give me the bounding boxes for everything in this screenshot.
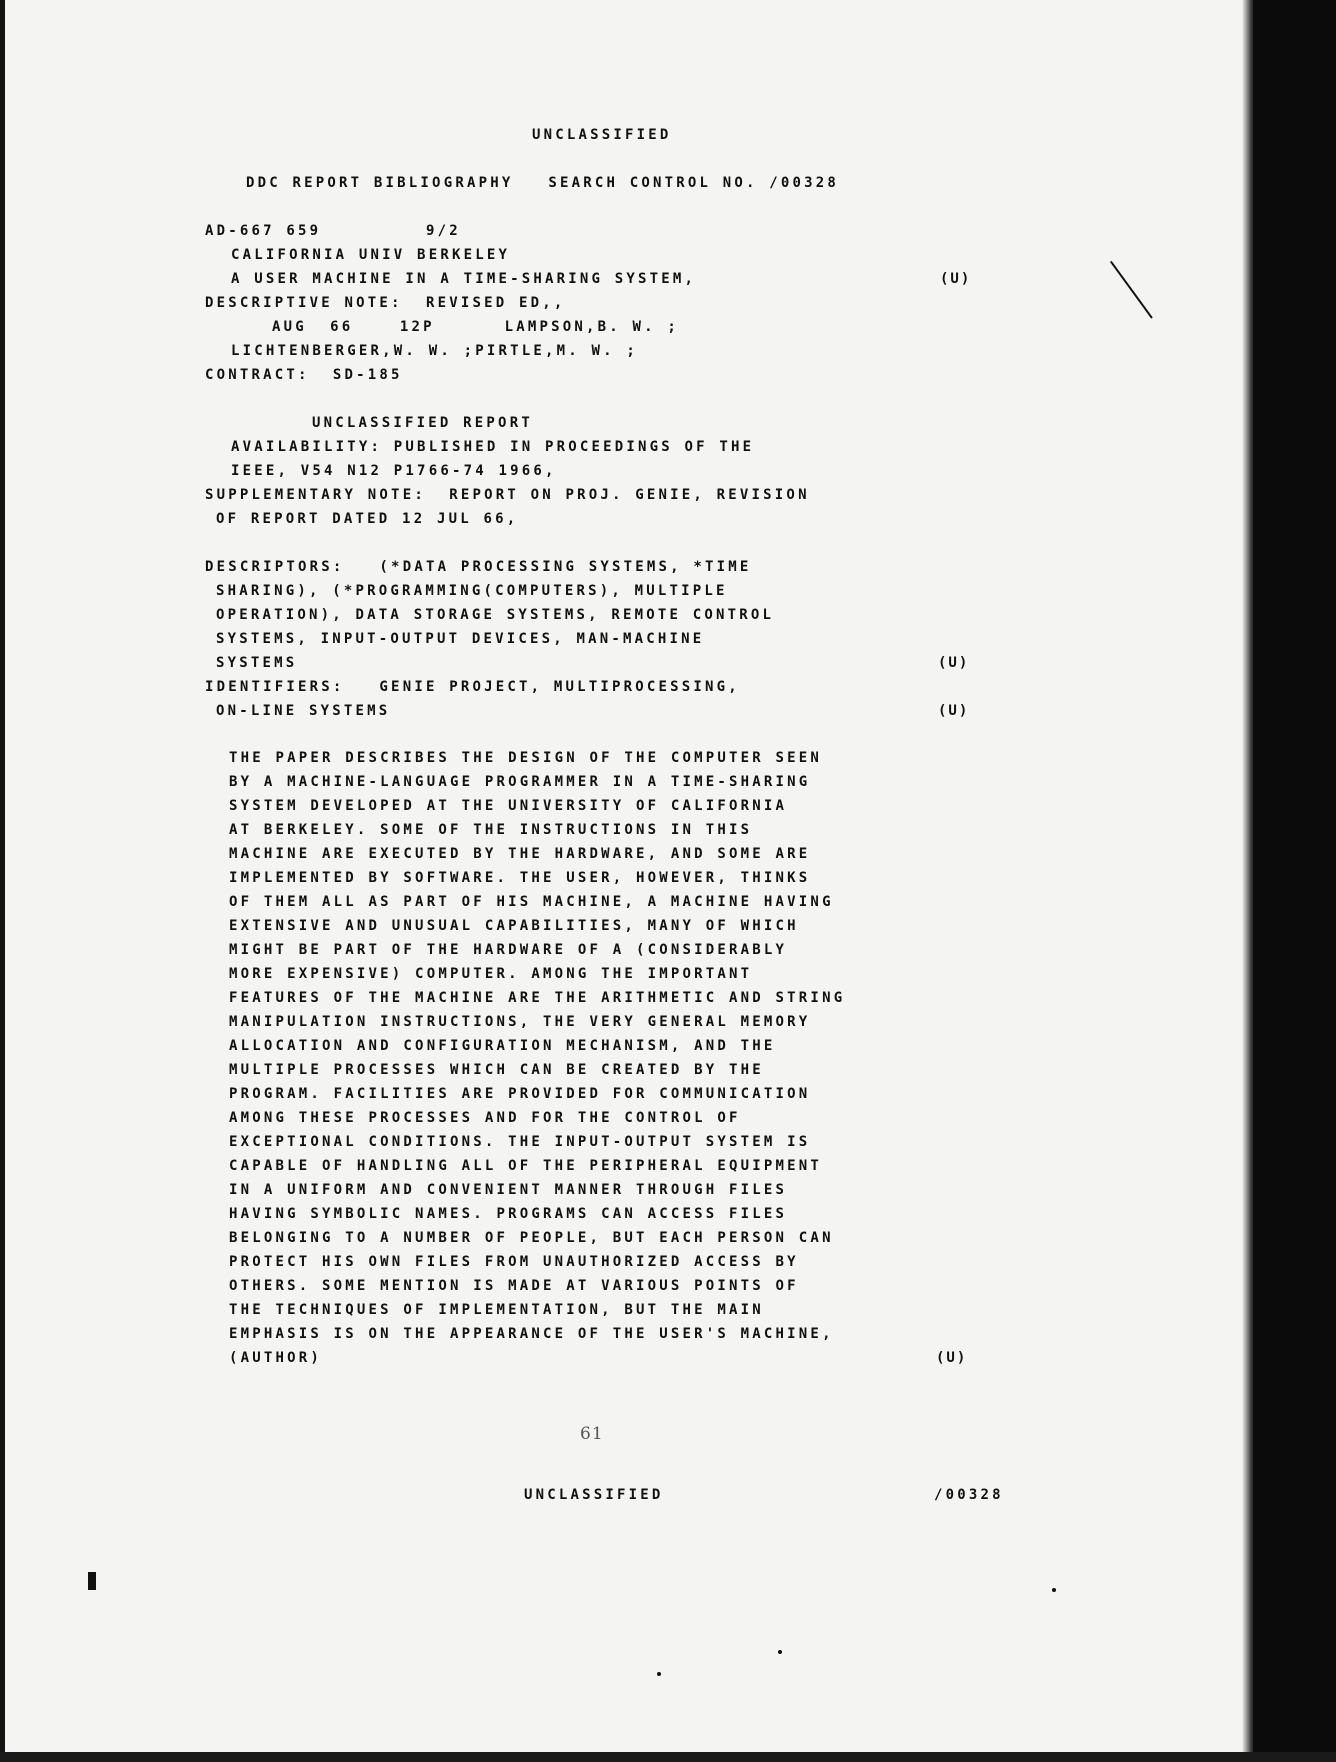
ink-blot xyxy=(88,1572,96,1590)
abstract-line: AMONG THESE PROCESSES AND FOR THE CONTROL OF xyxy=(229,1110,741,1126)
descriptors-line-4: SYSTEMS, INPUT-OUTPUT DEVICES, MAN-MACHINE xyxy=(216,631,705,647)
identifiers-line-1: IDENTIFIERS: GENIE PROJECT, MULTIPROCESSING, xyxy=(205,679,740,695)
right-scan-border xyxy=(1253,0,1336,1762)
abstract-line: PROTECT HIS OWN FILES FROM UNAUTHORIZED ACCESS BY xyxy=(229,1254,799,1270)
abstract-line: THE TECHNIQUES OF IMPLEMENTATION, BUT THE MAIN xyxy=(229,1302,764,1318)
descriptive-note-line: DESCRIPTIVE NOTE: REVISED ED,, xyxy=(205,295,566,311)
availability-line-2: IEEE, V54 N12 P1766-74 1966, xyxy=(231,463,557,479)
bottom-classification: UNCLASSIFIED xyxy=(524,1487,664,1503)
abstract-line: BY A MACHINE-LANGUAGE PROGRAMMER IN A TIME-SHARING xyxy=(229,774,811,790)
abstract-line: CAPABLE OF HANDLING ALL OF THE PERIPHERAL EQUIPMENT xyxy=(229,1158,823,1174)
descriptors-line-1: DESCRIPTORS: (*DATA PROCESSING SYSTEMS, *TIME xyxy=(205,559,752,575)
top-classification: UNCLASSIFIED xyxy=(532,127,672,143)
abstract-line: MANIPULATION INSTRUCTIONS, THE VERY GENERAL MEMORY xyxy=(229,1014,811,1030)
abstract-line: MULTIPLE PROCESSES WHICH CAN BE CREATED BY THE xyxy=(229,1062,764,1078)
abstract-line: MORE EXPENSIVE) COMPUTER. AMONG THE IMPORTANT xyxy=(229,966,753,982)
abstract-line: IN A UNIFORM AND CONVENIENT MANNER THROUGH FILES xyxy=(229,1182,788,1198)
abstract-line: OF THEM ALL AS PART OF HIS MACHINE, A MACHINE HAVING xyxy=(229,894,834,910)
abstract-line: ALLOCATION AND CONFIGURATION MECHANISM, AND THE xyxy=(229,1038,776,1054)
abstract-line: MIGHT BE PART OF THE HARDWARE OF A (CONSIDERABLY xyxy=(229,942,788,958)
left-scan-edge xyxy=(0,0,5,1762)
date-authors-line: AUG 66 12P LAMPSON,B. W. ; xyxy=(272,319,680,335)
abstract-line: HAVING SYMBOLIC NAMES. PROGRAMS CAN ACCESS FILES xyxy=(229,1206,788,1222)
bottom-scan-edge xyxy=(0,1752,1336,1762)
contract-line: CONTRACT: SD-185 xyxy=(205,367,403,383)
ink-speck xyxy=(778,1650,782,1654)
descriptors-line-3: OPERATION), DATA STORAGE SYSTEMS, REMOTE CONTROL xyxy=(216,607,775,623)
stray-pen-mark xyxy=(1110,261,1153,319)
report-title-line: A USER MACHINE IN A TIME-SHARING SYSTEM, xyxy=(231,271,697,287)
abstract-line: THE PAPER DESCRIBES THE DESIGN OF THE COMPUTER SEEN xyxy=(229,750,823,766)
abstract-line: OTHERS. SOME MENTION IS MADE AT VARIOUS POINTS OF xyxy=(229,1278,799,1294)
ad-number-line: AD-667 659 9/2 xyxy=(205,223,461,239)
abstract-line: EMPHASIS IS ON THE APPEARANCE OF THE USER'S MACHINE, xyxy=(229,1326,834,1342)
page-number: 61 xyxy=(580,1424,604,1444)
ink-speck xyxy=(1052,1588,1056,1592)
report-classification-line: UNCLASSIFIED REPORT xyxy=(312,415,533,431)
abstract-line: BELONGING TO A NUMBER OF PEOPLE, BUT EACH PERSON CAN xyxy=(229,1230,834,1246)
identifiers-line-2: ON-LINE SYSTEMS xyxy=(216,703,391,719)
footer-control-number: /00328 xyxy=(934,1487,1004,1503)
abstract-line: EXCEPTIONAL CONDITIONS. THE INPUT-OUTPUT SYSTEM IS xyxy=(229,1134,811,1150)
title-classification-marker: (U) xyxy=(940,271,972,287)
institution-line: CALIFORNIA UNIV BERKELEY xyxy=(231,247,511,263)
supplementary-line-2: OF REPORT DATED 12 JUL 66, xyxy=(216,511,519,527)
abstract-line: PROGRAM. FACILITIES ARE PROVIDED FOR COMMUNICATION xyxy=(229,1086,811,1102)
abstract-line: FEATURES OF THE MACHINE ARE THE ARITHMETIC AND STRING xyxy=(229,990,846,1006)
availability-line-1: AVAILABILITY: PUBLISHED IN PROCEEDINGS OF THE xyxy=(231,439,755,455)
abstract-line: MACHINE ARE EXECUTED BY THE HARDWARE, AND SOME ARE xyxy=(229,846,811,862)
abstract-line: IMPLEMENTED BY SOFTWARE. THE USER, HOWEVER, THINKS xyxy=(229,870,811,886)
descriptors-line-2: SHARING), (*PROGRAMMING(COMPUTERS), MULTIPLE xyxy=(216,583,728,599)
abstract-classification-marker: (U) xyxy=(936,1350,968,1366)
abstract-line: SYSTEM DEVELOPED AT THE UNIVERSITY OF CALIFORNIA xyxy=(229,798,788,814)
ink-speck xyxy=(657,1672,661,1676)
abstract-line: AT BERKELEY. SOME OF THE INSTRUCTIONS IN THIS xyxy=(229,822,753,838)
abstract-line: (AUTHOR) xyxy=(229,1350,323,1366)
supplementary-line-1: SUPPLEMENTARY NOTE: REPORT ON PROJ. GENIE, REVISION xyxy=(205,487,810,503)
identifiers-classification-marker: (U) xyxy=(938,703,970,719)
descriptors-line-5: SYSTEMS xyxy=(216,655,298,671)
bibliography-title: DDC REPORT BIBLIOGRAPHY SEARCH CONTROL NO. /00328 xyxy=(246,175,840,191)
descriptors-classification-marker: (U) xyxy=(938,655,970,671)
abstract-line: EXTENSIVE AND UNUSUAL CAPABILITIES, MANY OF WHICH xyxy=(229,918,799,934)
authors-continuation-line: LICHTENBERGER,W. W. ;PIRTLE,M. W. ; xyxy=(231,343,639,359)
